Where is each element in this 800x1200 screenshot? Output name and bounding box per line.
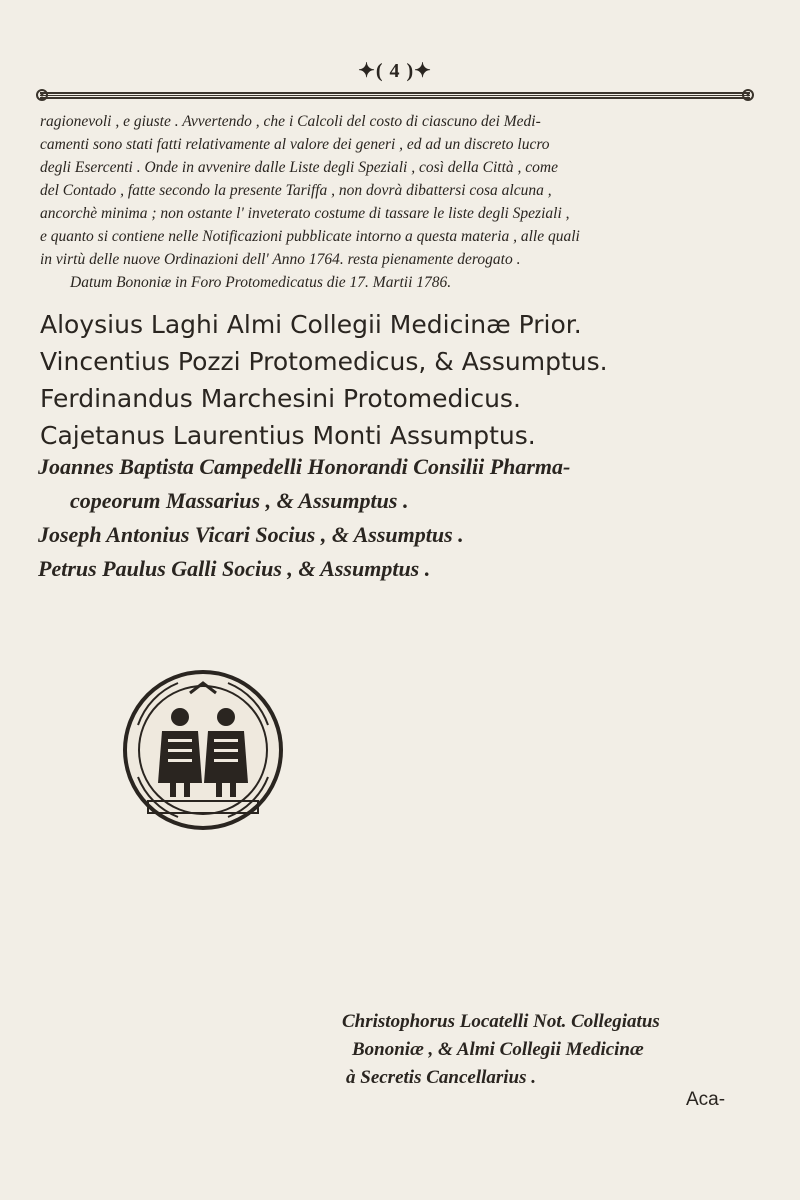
header-rule (40, 92, 750, 99)
page-number-value: 4 (389, 60, 401, 82)
dateline: Datum Bononiæ in Foro Protomedicatus die 17. Martii 1786. (70, 274, 452, 291)
officials-signatures (40, 306, 760, 454)
decree-text (40, 110, 760, 294)
signer-socius-galli: Petrus Paulus Galli Socius , & Assumptus . (38, 556, 431, 581)
college-seal-icon (118, 665, 288, 835)
notary-title: Bononiæ , & Almi Collegii Medicinæ (352, 1039, 644, 1060)
decree-line: degli Esercenti . Onde in avvenire dalle Liste degli Speziali , così della Città , come (40, 159, 558, 176)
page-header (40, 58, 750, 102)
signer-massarius-line1: Joannes Baptista Campedelli Honorandi Consilii Pharma- (38, 454, 571, 479)
signer-massarius-line2: copeorum Massarius , & Assumptus . (70, 488, 409, 513)
decree-line: in virtù delle nuove Ordinazioni dell' Anno 1764. resta pienamente derogato . (40, 251, 521, 268)
decree-line: camenti sono stati fatti relativamente al valore dei generi , ed ad un discreto lucro (40, 136, 550, 153)
decree-line: ancorchè minima ; non ostante l' inveterato costume di tassare le liste degli Speziali , (40, 205, 570, 222)
signer-protomedicus-assumptus: Vincentius Pozzi Protomedicus, & Assumptus. (40, 347, 608, 376)
page-number: ✦( 4 )✦ (358, 60, 432, 82)
signer-assumptus: Cajetanus Laurentius Monti Assumptus. (40, 421, 536, 450)
pharmacists-signatures (38, 450, 778, 586)
decree-line: e quanto si contiene nelle Notificazioni pubblicate intorno a questa materia , alle quali (40, 228, 580, 245)
catchword: Aca- (686, 1089, 726, 1110)
signer-protomedicus: Ferdinandus Marchesini Protomedicus. (40, 384, 521, 413)
notary-name: Christophorus Locatelli Not. Collegiatus (342, 1011, 660, 1032)
notary-office: à Secretis Cancellarius . (346, 1067, 537, 1088)
notary-signature (342, 1008, 762, 1092)
decree-line: del Contado , fatte secondo la presente Tariffa , non dovrà dibattersi cosa alcuna , (40, 182, 552, 199)
signer-prior: Aloysius Laghi Almi Collegii Medicinæ Prior. (40, 310, 582, 339)
decree-line: ragionevoli , e giuste . Avvertendo , che i Calcoli del costo di ciascuno dei Medi- (40, 113, 541, 130)
signer-socius-vicari: Joseph Antonius Vicari Socius , & Assumptus . (38, 522, 464, 547)
right-ornament-icon (740, 88, 756, 102)
